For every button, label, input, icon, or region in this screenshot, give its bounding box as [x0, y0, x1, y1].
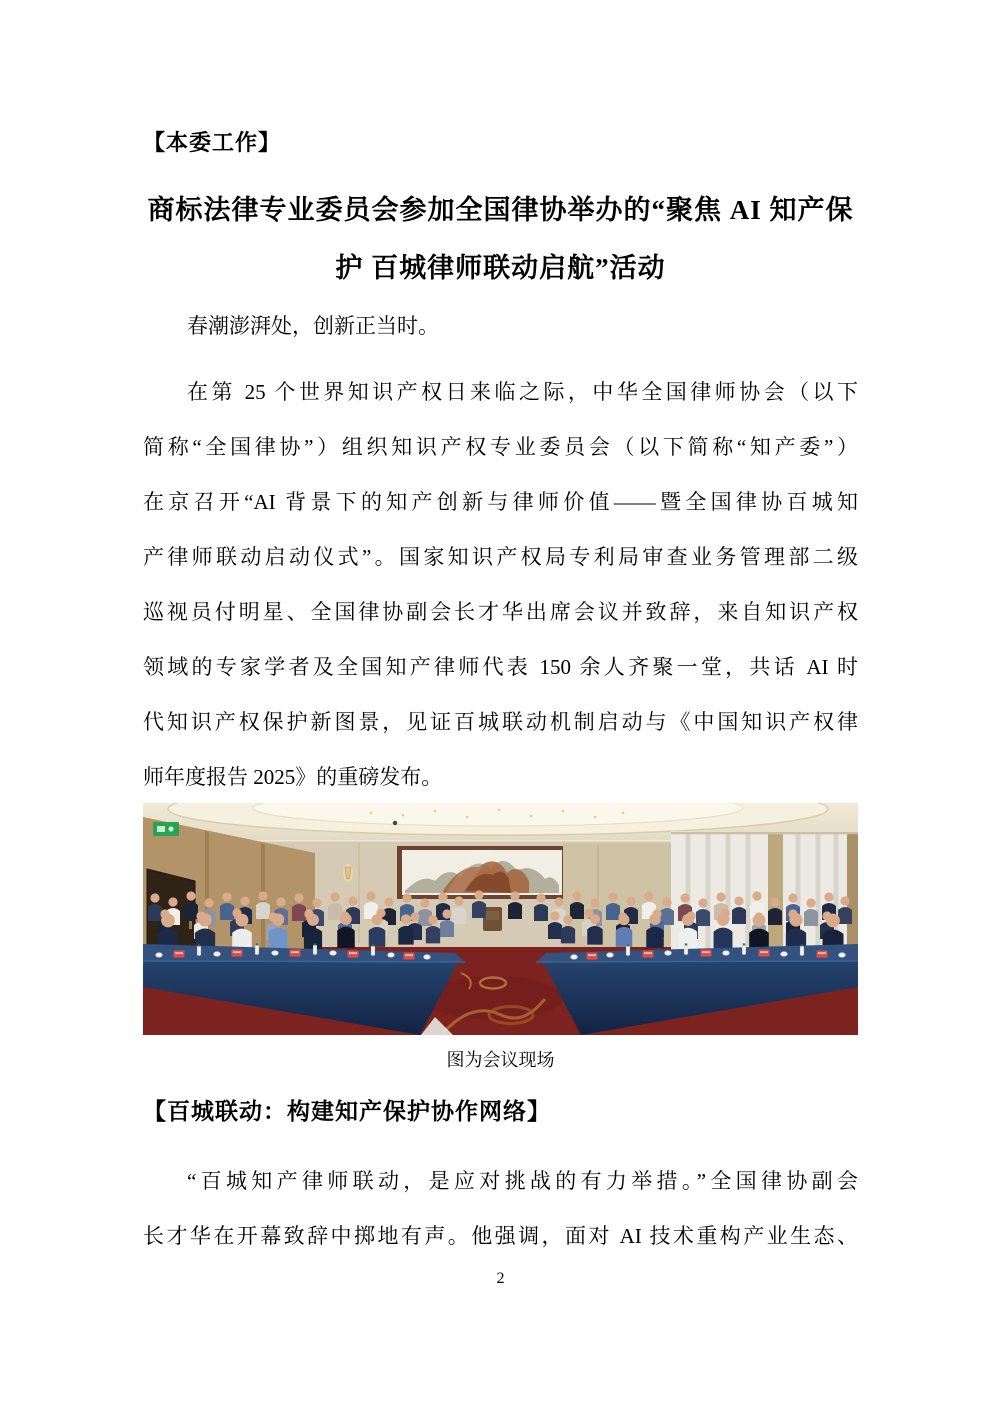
article-title-line: 护 百城律师联动启航”活动 — [335, 253, 666, 283]
text-line: 长才华在开幕致辞中掷地有声。他强调，面对 AI 技术重构产业生态、 — [143, 1224, 858, 1248]
page-number: 2 — [496, 1270, 505, 1287]
curtains — [563, 831, 858, 951]
exit-sign-icon — [153, 822, 179, 836]
article-title-line: 商标法律专业委员会参加全国律协举办的“聚焦 AI 知产保 — [147, 195, 854, 225]
article-title — [143, 181, 858, 297]
text-line: 师年度报告 2025》的重磅发布。 — [143, 765, 443, 789]
conference-photo-illustration — [143, 803, 858, 1035]
text-line: 巡视员付明星、全国律协副会长才华出席会议并致辞，来自知识产权 — [143, 600, 858, 624]
photo-caption: 图为会议现场 — [446, 1050, 555, 1070]
text-line: 产律师联动启动仪式”。国家知识产权局专利局审查业务管理部二级 — [143, 545, 858, 569]
paragraph-main — [143, 365, 858, 805]
text-line: 简称“全国律协”）组织知识产权专业委员会（以下简称“知产委”） — [143, 435, 858, 459]
text-line: 在第 25 个世界知识产权日来临之际，中华全国律师协会（以下 — [187, 380, 858, 404]
text-line: 领域的专家学者及全国知产律师代表 150 余人齐聚一堂，共话 AI 时 — [143, 655, 859, 679]
paragraph-intro — [143, 299, 858, 354]
section-label: 【本委工作】 — [143, 130, 282, 155]
text-line: 代知识产权保护新图景，见证百城联动机制启动与《中国知识产权律 — [143, 710, 858, 734]
paragraph-quote — [143, 1154, 858, 1264]
conference-photo — [143, 803, 858, 1035]
text-line: 在京召开“AI 背景下的知产创新与律师价值——暨全国律协百城知 — [143, 490, 858, 514]
landscape-painting — [397, 846, 567, 899]
text-line: 春潮澎湃处，创新正当时。 — [187, 314, 439, 338]
text-line: “百城知产律师联动，是应对挑战的有力举措。”全国律协副会 — [187, 1169, 858, 1193]
section-heading: 【百城联动：构建知产保护协作网络】 — [143, 1099, 551, 1124]
